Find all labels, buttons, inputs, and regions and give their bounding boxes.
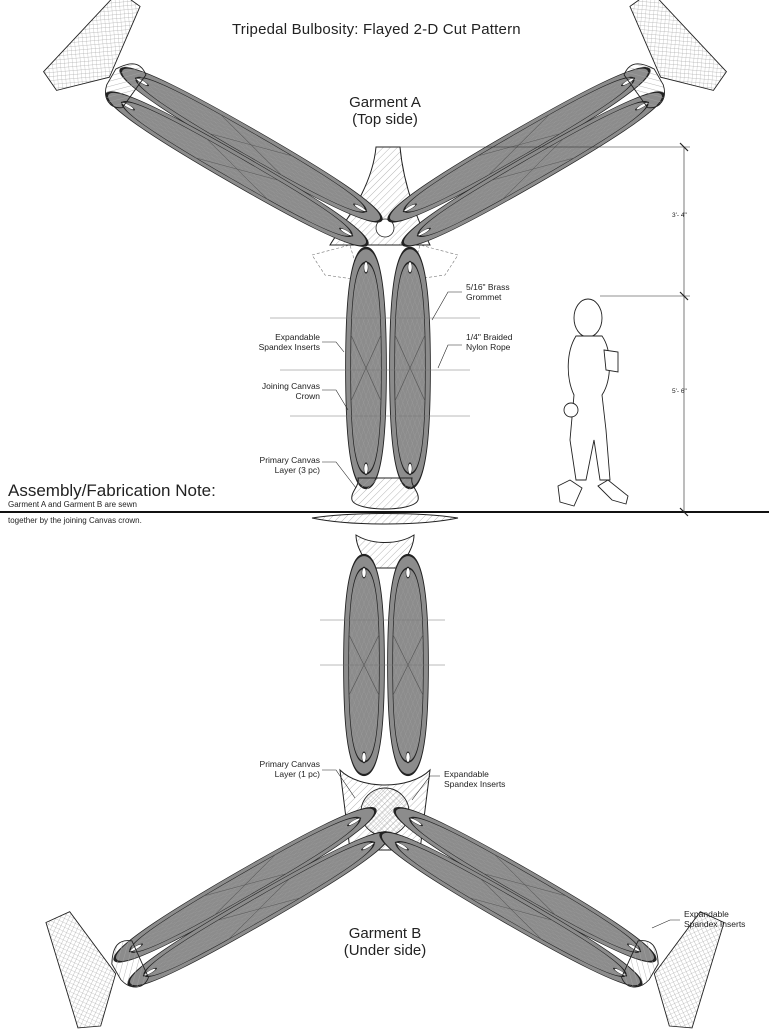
joining-crown (312, 514, 458, 525)
label-spandex-a-line1: Expandable (275, 332, 320, 342)
label-joining-crown-line2: Crown (295, 390, 320, 401)
assembly-note-line1: Garment A and Garment B are sewn (8, 500, 137, 509)
label-nylon-rope-line2: Nylon Rope (466, 341, 511, 352)
label-spandex-b-line2: Spandex Inserts (444, 778, 506, 789)
label-joining-crown (240, 382, 320, 402)
garment-a-name: Garment A (349, 94, 421, 111)
label-brass-grommet (466, 283, 510, 303)
label-spandex-c (684, 910, 745, 930)
label-nylon-rope-line1: 1/4" Braided (466, 332, 513, 342)
garment-a-pattern (35, 0, 735, 509)
label-joining-crown-line1: Joining Canvas (261, 381, 320, 391)
label-spandex-a (240, 333, 320, 353)
dimension-upper-label: 3'- 4" (672, 212, 687, 219)
garment-a-side: (Top side) (352, 111, 418, 129)
assembly-note-line2: together by the joining Canvas crown. (8, 516, 142, 525)
label-primary-canvas-b-line2: Layer (1 pc) (274, 768, 320, 779)
label-spandex-b-line1: Expandable (444, 769, 489, 779)
human-scale-figure (558, 299, 628, 506)
label-nylon-rope (466, 333, 513, 353)
assembly-note-heading: Assembly/Fabrication Note: (8, 481, 216, 500)
label-spandex-b (444, 770, 505, 790)
label-primary-canvas-a (240, 456, 320, 476)
label-primary-canvas-b-line1: Primary Canvas (259, 759, 320, 769)
garment-a-title (335, 94, 435, 129)
label-primary-canvas-b (240, 760, 320, 780)
label-spandex-c-line1: Expandable (684, 909, 729, 919)
label-brass-grommet-line2: Grommet (466, 291, 502, 302)
garment-b-side: (Under side) (343, 942, 427, 960)
label-brass-grommet-line1: 5/16" Brass (466, 282, 510, 292)
label-spandex-a-line2: Spandex Inserts (258, 341, 320, 352)
drawing-title: Tripedal Bulbosity: Flayed 2-D Cut Pattern (232, 21, 521, 38)
dimension-lower-label: 5'- 6" (672, 388, 687, 395)
label-spandex-c-line2: Spandex Inserts (684, 918, 746, 929)
label-primary-canvas-a-line2: Layer (3 pc) (274, 464, 320, 475)
garment-b-title (330, 925, 440, 960)
garment-b-name: Garment B (348, 925, 422, 942)
label-primary-canvas-a-line1: Primary Canvas (259, 455, 320, 465)
